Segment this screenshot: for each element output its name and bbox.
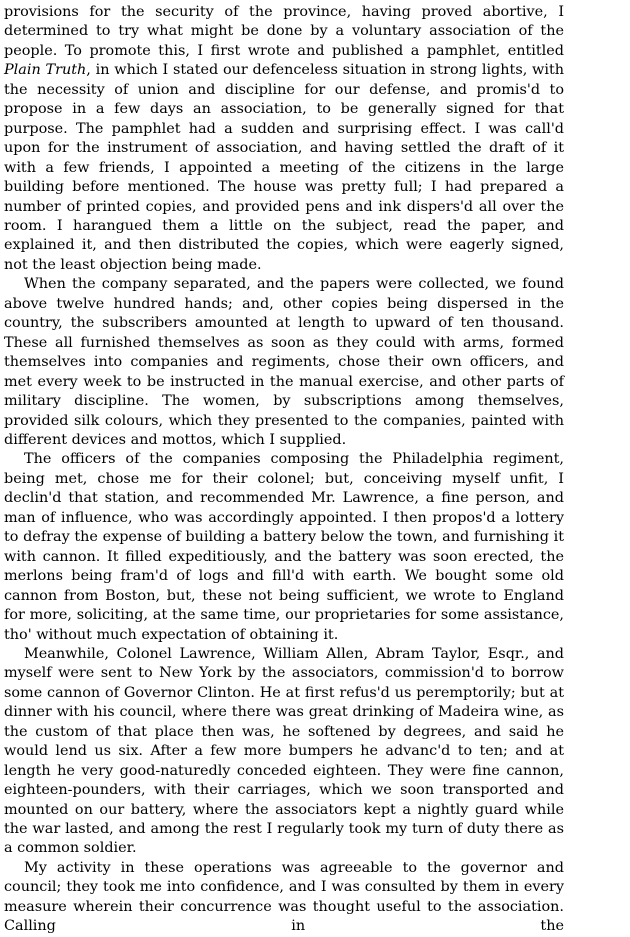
paragraph-3 [4, 450, 564, 645]
pamphlet-title: Plain Truth [4, 62, 87, 79]
book-page [4, 3, 564, 937]
paragraph-5 [4, 859, 564, 937]
paragraph-5-text: My activity in these operations was agreeable to the governor and council; they took me into confidence, and I was consulted by them in every measure wherein their concurrence was thought useful to the association. Calling in the [4, 859, 564, 935]
paragraph-3-text: The officers of the companies composing the Philadelphia regiment, being met, chose me for their colonel; but, conceiving myself unfit, I declin'd that station, and recommended Mr. Lawrence, a fine person, and man of influence, who was accordingly appointed. I then propos'd a lottery to defray the expense of building a battery below the town, and furnishing it with cannon. It filled expeditiously, and the battery was soon erected, the merlons being fram'd of logs and fill'd with earth. We bought some old cannon from Boston, but, these not being sufficient, we wrote to England for more, soliciting, at the same time, our proprietaries for some assistance, tho' without much expectation of obtaining it. [4, 451, 564, 643]
paragraph-1-text-b: , in which I stated our defenceless situation in strong lights, with the necessity of union and discipline for our defense, and promis'd to propose in a few days an association, to be generally signed for that purpose. The pamphlet had a sudden and surprising effect. I was call'd upon for the instrument of association, and having settled the draft of it with a few friends, I appointed a meeting of the citizens in the large building before mentioned. The house was pretty full; I had prepared a number of printed copies, and provided pens and ink dispers'd all over the room. I harangued them a little on the subject, read the paper, and explained it, and then distributed the copies, which were eagerly signed, not the least objection being made. [4, 62, 565, 273]
paragraph-1 [4, 3, 564, 275]
paragraph-2 [4, 275, 564, 450]
paragraph-1-text-a: provisions for the security of the province, having proved abortive, I determined to try what might be done by a voluntary association of the people. To promote this, I first wrote and published a pamphlet, entitled [4, 4, 564, 59]
paragraph-4-text: Meanwhile, Colonel Lawrence, William Allen, Abram Taylor, Esqr., and myself were sent to New York by the associators, commission'd to borrow some cannon of Governor Clinton. He at first refus'd us peremptorily; but at dinner with his council, where there was great drinking of Madeira wine, as the custom of that place then was, he softened by degrees, and said he would lend us six. After a few more bumpers he advanc'd to ten; and at length he very good-naturedly conceded eighteen. They were fine cannon, eighteen-pounders, with their carriages, which we soon transported and mounted on our battery, where the associators kept a nightly guard while the war lasted, and among the rest I regularly took my turn of duty there as a common soldier. [4, 645, 564, 857]
paragraph-2-text: When the company separated, and the papers were collected, we found above twelve hundred hands; and, other copies being dispersed in the country, the subscribers amounted at length to upward of ten thousand. These all furnished themselves as soon as they could with arms, formed themselves into companies and regiments, chose their own officers, and met every week to be instructed in the manual exercise, and other parts of military discipline. The women, by subscriptions among themselves, provided silk colours, which they presented to the companies, painted with different devices and mottos, which I supplied. [4, 276, 564, 448]
paragraph-4 [4, 645, 564, 859]
